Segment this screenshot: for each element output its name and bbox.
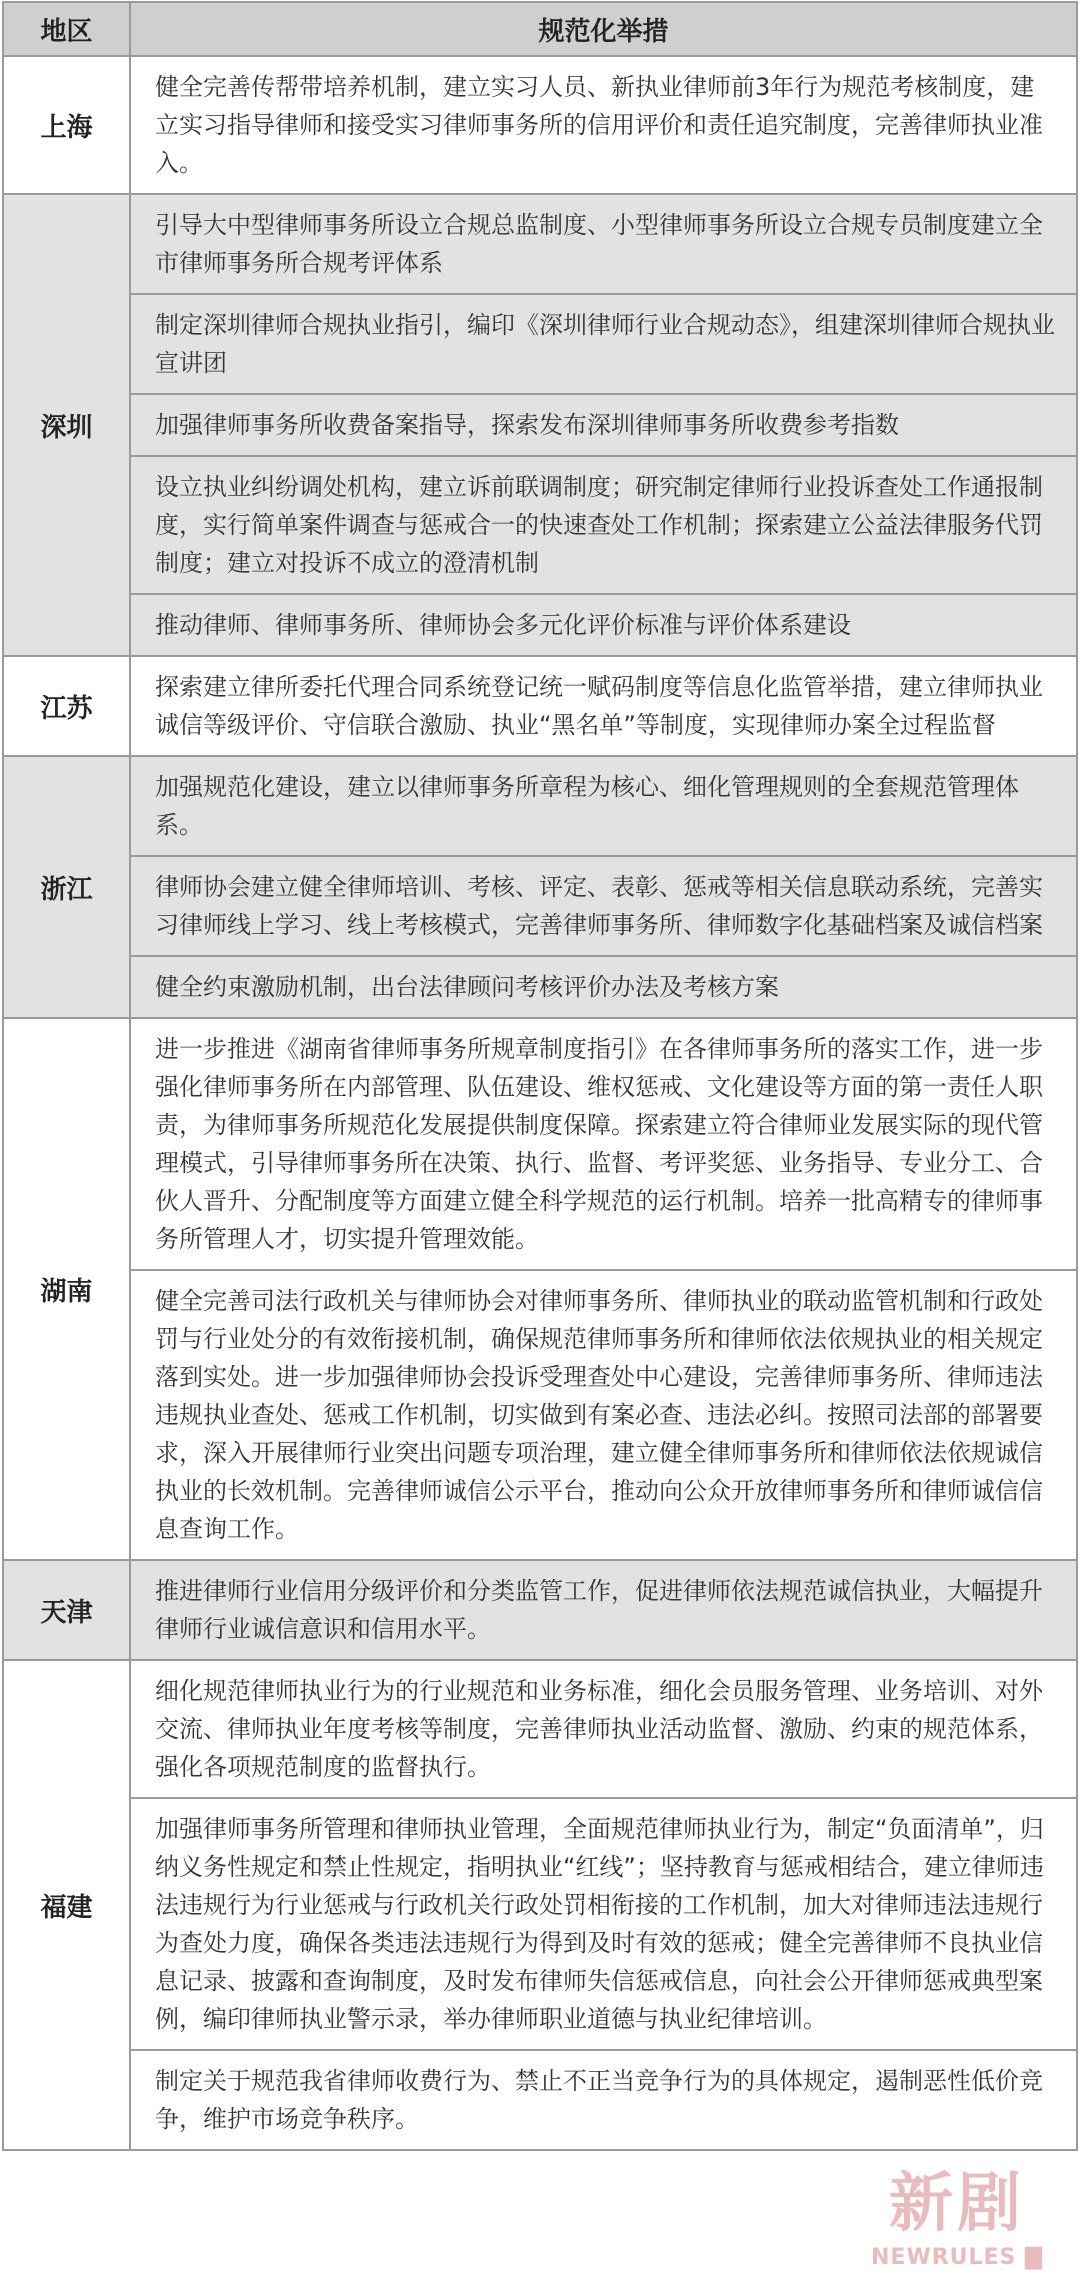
measure-cell: 制定关于规范我省律师收费行为、禁止不正当竞争行为的具体规定，遏制恶性低价竞争，维护市场竞争秩序。	[130, 2050, 1077, 2150]
measure-cell: 设立执业纠纷调处机构，建立诉前联调制度；研究制定律师行业投诉查处工作通报制度，实行简单案件调查与惩戒合一的快速查处工作机制；探索建立公益法律服务代罚制度；建立对投诉不成立的澄清机制	[130, 456, 1077, 594]
table-row	[3, 1798, 1077, 2050]
region-cell: 深圳	[3, 194, 130, 656]
table-row	[3, 1018, 1077, 1270]
measure-cell: 引导大中型律师事务所设立合规总监制度、小型律师事务所设立合规专员制度建立全市律师事务所合规考评体系	[130, 194, 1077, 294]
measure-cell: 加强规范化建设，建立以律师事务所章程为核心、细化管理规则的全套规范管理体系。	[130, 756, 1077, 856]
table-row	[3, 856, 1077, 956]
watermark-subtitle: NEWRULES ▇	[871, 2245, 1043, 2270]
measure-cell: 律师协会建立健全律师培训、考核、评定、表彰、惩戒等相关信息联动系统，完善实习律师线上学习、线上考核模式，完善律师事务所、律师数字化基础档案及诚信档案	[130, 856, 1077, 956]
region-cell: 浙江	[3, 756, 130, 1018]
table-row	[3, 1270, 1077, 1560]
measure-cell: 推动律师、律师事务所、律师协会多元化评价标准与评价体系建设	[130, 594, 1077, 656]
table-row	[3, 456, 1077, 594]
table-row	[3, 394, 1077, 456]
table-row	[3, 956, 1077, 1018]
table-row	[3, 1560, 1077, 1660]
table-row	[3, 194, 1077, 294]
measure-cell: 推进律师行业信用分级评价和分类监管工作，促进律师依法规范诚信执业，大幅提升律师行业诚信意识和信用水平。	[130, 1560, 1077, 1660]
watermark-title: 新剧	[889, 2167, 1025, 2241]
measure-cell: 探索建立律所委托代理合同系统登记统一赋码制度等信息化监管举措，建立律师执业诚信等级评价、守信联合激励、执业“黑名单”等制度，实现律师办案全过程监督	[130, 656, 1077, 756]
measure-cell: 健全完善司法行政机关与律师协会对律师事务所、律师执业的联动监管机制和行政处罚与行业处分的有效衔接机制，确保规范律师事务所和律师依法依规执业的相关规定落到实处。进一步加强律师协会投诉受理查处中心建设，完善律师事务所、律师违法违规执业查处、惩戒工作机制，切实做到有案必查、违法必纠。按照司法部的部署要求，深入开展律师行业突出问题专项治理，建立健全律师事务所和律师依法依规诚信执业的长效机制。完善律师诚信公示平台，推动向公众开放律师事务所和律师诚信信息查询工作。	[130, 1270, 1077, 1560]
measure-cell: 加强律师事务所收费备案指导，探索发布深圳律师事务所收费参考指数	[130, 394, 1077, 456]
table-row	[3, 56, 1077, 194]
regulation-table	[2, 1, 1078, 2151]
region-cell: 江苏	[3, 656, 130, 756]
region-cell: 湖南	[3, 1018, 130, 1560]
header-region: 地区	[3, 2, 130, 56]
table-row	[3, 1660, 1077, 1798]
measure-cell: 健全约束激励机制，出台法律顾问考核评价办法及考核方案	[130, 956, 1077, 1018]
table-row	[3, 756, 1077, 856]
measure-cell: 细化规范律师执业行为的行业规范和业务标准，细化会员服务管理、业务培训、对外交流、律师执业年度考核等制度，完善律师执业活动监督、激励、约束的规范体系，强化各项规范制度的监督执行。	[130, 1660, 1077, 1798]
region-cell: 上海	[3, 56, 130, 194]
table-row	[3, 294, 1077, 394]
table-row	[3, 656, 1077, 756]
measure-cell: 加强律师事务所管理和律师执业管理，全面规范律师执业行为，制定“负面清单”，归纳义务性规定和禁止性规定，指明执业“红线”；坚持教育与惩戒相结合，建立律师违法违规行为行业惩戒与行政机关行政处罚相衔接的工作机制，加大对律师违法违规行为查处力度，确保各类违法违规行为得到及时有效的惩戒；健全完善律师不良执业信息记录、披露和查询制度，及时发布律师失信惩戒信息，向社会公开律师惩戒典型案例，编印律师执业警示录，举办律师职业道德与执业纪律培训。	[130, 1798, 1077, 2050]
region-cell: 天津	[3, 1560, 130, 1660]
newrules-watermark-logo	[852, 2168, 1062, 2278]
table-row	[3, 594, 1077, 656]
header-measures: 规范化举措	[130, 2, 1077, 56]
region-cell: 福建	[3, 1660, 130, 2150]
measure-cell: 进一步推进《湖南省律师事务所规章制度指引》在各律师事务所的落实工作，进一步强化律师事务所在内部管理、队伍建设、维权惩戒、文化建设等方面的第一责任人职责，为律师事务所规范化发展提供制度保障。探索建立符合律师业发展实际的现代管理模式，引导律师事务所在决策、执行、监督、考评奖惩、业务指导、专业分工、合伙人晋升、分配制度等方面建立健全科学规范的运行机制。培养一批高精专的律师事务所管理人才，切实提升管理效能。	[130, 1018, 1077, 1270]
table-row	[3, 2050, 1077, 2150]
table-header-row	[3, 2, 1077, 56]
measure-cell: 制定深圳律师合规执业指引，编印《深圳律师行业合规动态》，组建深圳律师合规执业宣讲团	[130, 294, 1077, 394]
measure-cell: 健全完善传帮带培养机制，建立实习人员、新执业律师前3年行为规范考核制度，建立实习指导律师和接受实习律师事务所的信用评价和责任追究制度，完善律师执业准入。	[130, 56, 1077, 194]
